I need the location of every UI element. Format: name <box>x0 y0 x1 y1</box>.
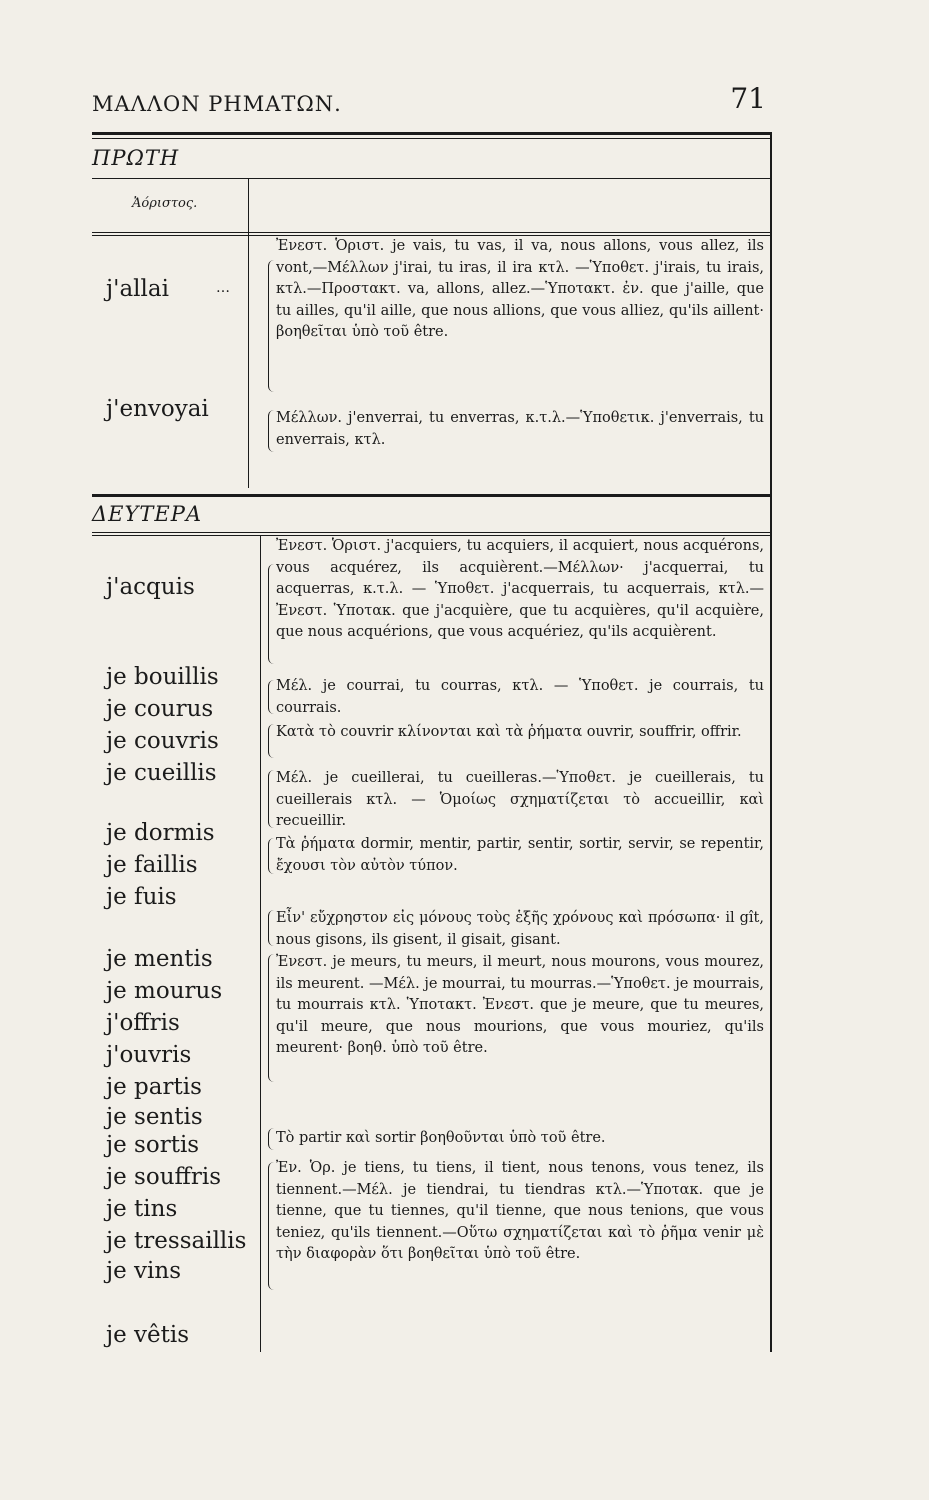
brace-tenir <box>268 1162 275 1290</box>
verb-bouillis: je bouillis <box>106 664 219 690</box>
brace-envoyer <box>268 410 275 452</box>
section-second-rule <box>92 532 772 533</box>
brace-partir <box>268 1128 275 1150</box>
top-rule-thin <box>92 138 772 139</box>
brace-acquerir <box>268 564 275 664</box>
section-title-second: ΔΕΥΤΕΡΑ <box>92 502 202 526</box>
verb-ouvris: j'ouvris <box>106 1042 192 1068</box>
section-title-rule <box>92 178 772 179</box>
verb-courus: je courus <box>106 696 214 722</box>
note-acquerir: Ἐνεστ. Ὁριστ. j'acquiers, tu acquiers, il acquiert, nous acquérons, vous acquérez, ils acquièrent.—Μέλλων· j'acquerrai, tu acquerras, κ.τ.λ. — Ὑποθετ. j'acquerrais, tu acquerrais, κτλ.—Ἐνεστ. Ὑποτακ. que j'acquière, que tu acquières, qu'il acquière, que nous acquérions, que vous acquériez, qu'ils acquièrent. <box>276 538 764 640</box>
verb-jacquis: j'acquis <box>106 574 195 600</box>
verb-fuis: je fuis <box>106 884 177 910</box>
verb-souffris: je souffris <box>106 1164 222 1190</box>
verb-table <box>92 132 772 1352</box>
column-divider-second <box>260 536 261 1352</box>
verb-partis: je partis <box>106 1074 202 1100</box>
top-rule <box>92 132 772 135</box>
brace-couvrir <box>268 724 275 758</box>
verb-mourus: je mourus <box>106 978 223 1004</box>
page-number: 71 <box>730 82 766 115</box>
note-dormir: Τὰ ῥήματα dormir, mentir, partir, sentir, sortir, servir, se repentir, ἔχουσι τὸν αὐτὸν τύπον. <box>276 836 764 874</box>
column-divider-first <box>248 178 249 488</box>
brace-gesir <box>268 910 275 946</box>
column-header-rule <box>92 232 772 233</box>
verb-faillis: je faillis <box>106 852 198 878</box>
verb-offris: j'offris <box>106 1010 180 1036</box>
brace-cueillir <box>268 770 275 828</box>
verb-vetis: je vêtis <box>106 1322 190 1348</box>
verb-sentis: je sentis <box>106 1104 203 1130</box>
note-partir: Τὸ partir καὶ sortir βοηθοῦνται ὑπὸ τοῦ être. <box>276 1130 606 1146</box>
column-header-aorist: Ἀόριστος. <box>132 196 198 211</box>
verb-vins: je vins <box>106 1258 182 1284</box>
verb-tressaillis: je tressaillis <box>106 1228 247 1254</box>
note-envoyer: Μέλλων. j'enverrai, tu enverras, κ.τ.λ.—Ὑποθετικ. j'enverrais, tu enverrais, κτλ. <box>276 410 764 448</box>
note-aller: Ἐνεστ. Ὁριστ. je vais, tu vas, il va, nous allons, vous allez, ils vont,—Μέλλων j'irai, tu iras, il ira κτλ. —Ὑποθετ. j'irais, tu irais, κτλ.—Προστακτ. va, allons, allez.—Ὑποτακτ. ἐν. que j'aille, que tu ailles, qu'il aille, que nous allions, que vous alliez, qu'ils aillent· βοηθεῖται ὑπὸ τοῦ être. <box>276 238 764 340</box>
note-mourir: Ἐνεστ. je meurs, tu meurs, il meurt, nous mourons, vous mourez, ils meurent. —Μέλ. je mourrai, tu mourras.—Ὑποθετ. je mourrais, tu mourrais κτλ. Ὑποτακτ. Ἐνεστ. que je meure, que tu meures, qu'il meure, que nous mourions, que vous mouriez, qu'ils meurent· βοηθ. ὑπὸ τοῦ être. <box>276 954 764 1056</box>
table-right-border <box>770 132 772 1352</box>
verb-mentis: je mentis <box>106 946 213 972</box>
running-title: ΜΑΛΛΟΝ ΡΗΜΑΤΩΝ. <box>92 92 342 116</box>
note-cueillir: Μέλ. je cueillerai, tu cueilleras.—Ὑποθετ. je cueillerais, tu cueillerais κτλ. — Ὁμοίως σχηματίζεται τὸ accueillir, καὶ recueillir. <box>276 770 764 829</box>
verb-tins: je tins <box>106 1196 178 1222</box>
note-gesir: Εἶν' εὔχρηστον εἰς μόνους τοὺς ἑξῆς χρόνους καὶ πρόσωπα· il gît, nous gisons, ils gisent, il gisait, gisant. <box>276 910 764 948</box>
brace-courir <box>268 680 275 714</box>
note-tenir: Ἐν. Ὁρ. je tiens, tu tiens, il tient, nous tenons, vous tenez, ils tiennent.—Μέλ. je tiendrai, tu tiendras κτλ.—Ὑποτακ. que je tienne, que tu tiennes, qu'il tienne, que nous tenions, que vous teniez, qu'ils tiennent.—Οὕτω σχηματίζεται καὶ τὸ ῥῆμα venir μὲ τὴν διαφορὰν ὅτι βοηθεῖται ὑπὸ τοῦ être. <box>276 1160 764 1262</box>
dash-mark: … <box>216 280 230 296</box>
section-title-first: ΠΡΩΤΗ <box>92 146 180 170</box>
verb-dormis: je dormis <box>106 820 215 846</box>
running-head <box>92 82 772 128</box>
brace-mourir <box>268 954 275 1082</box>
verb-couvris: je couvris <box>106 728 219 754</box>
note-couvrir: Κατὰ τὸ couvrir κλίνονται καὶ τὰ ῥήματα ouvrir, souffrir, offrir. <box>276 724 742 740</box>
verb-jenvoyai: j'envoyai <box>106 396 209 422</box>
verb-cueillis: je cueillis <box>106 760 217 786</box>
section-divider-rule <box>92 494 772 497</box>
verb-jallai: j'allai <box>106 276 169 302</box>
brace-aller <box>268 260 275 392</box>
brace-dormir <box>268 838 275 874</box>
verb-sortis: je sortis <box>106 1132 200 1158</box>
note-courir: Μέλ. je courrai, tu courras, κτλ. — Ὑποθετ. je courrais, tu courrais. <box>276 678 764 716</box>
